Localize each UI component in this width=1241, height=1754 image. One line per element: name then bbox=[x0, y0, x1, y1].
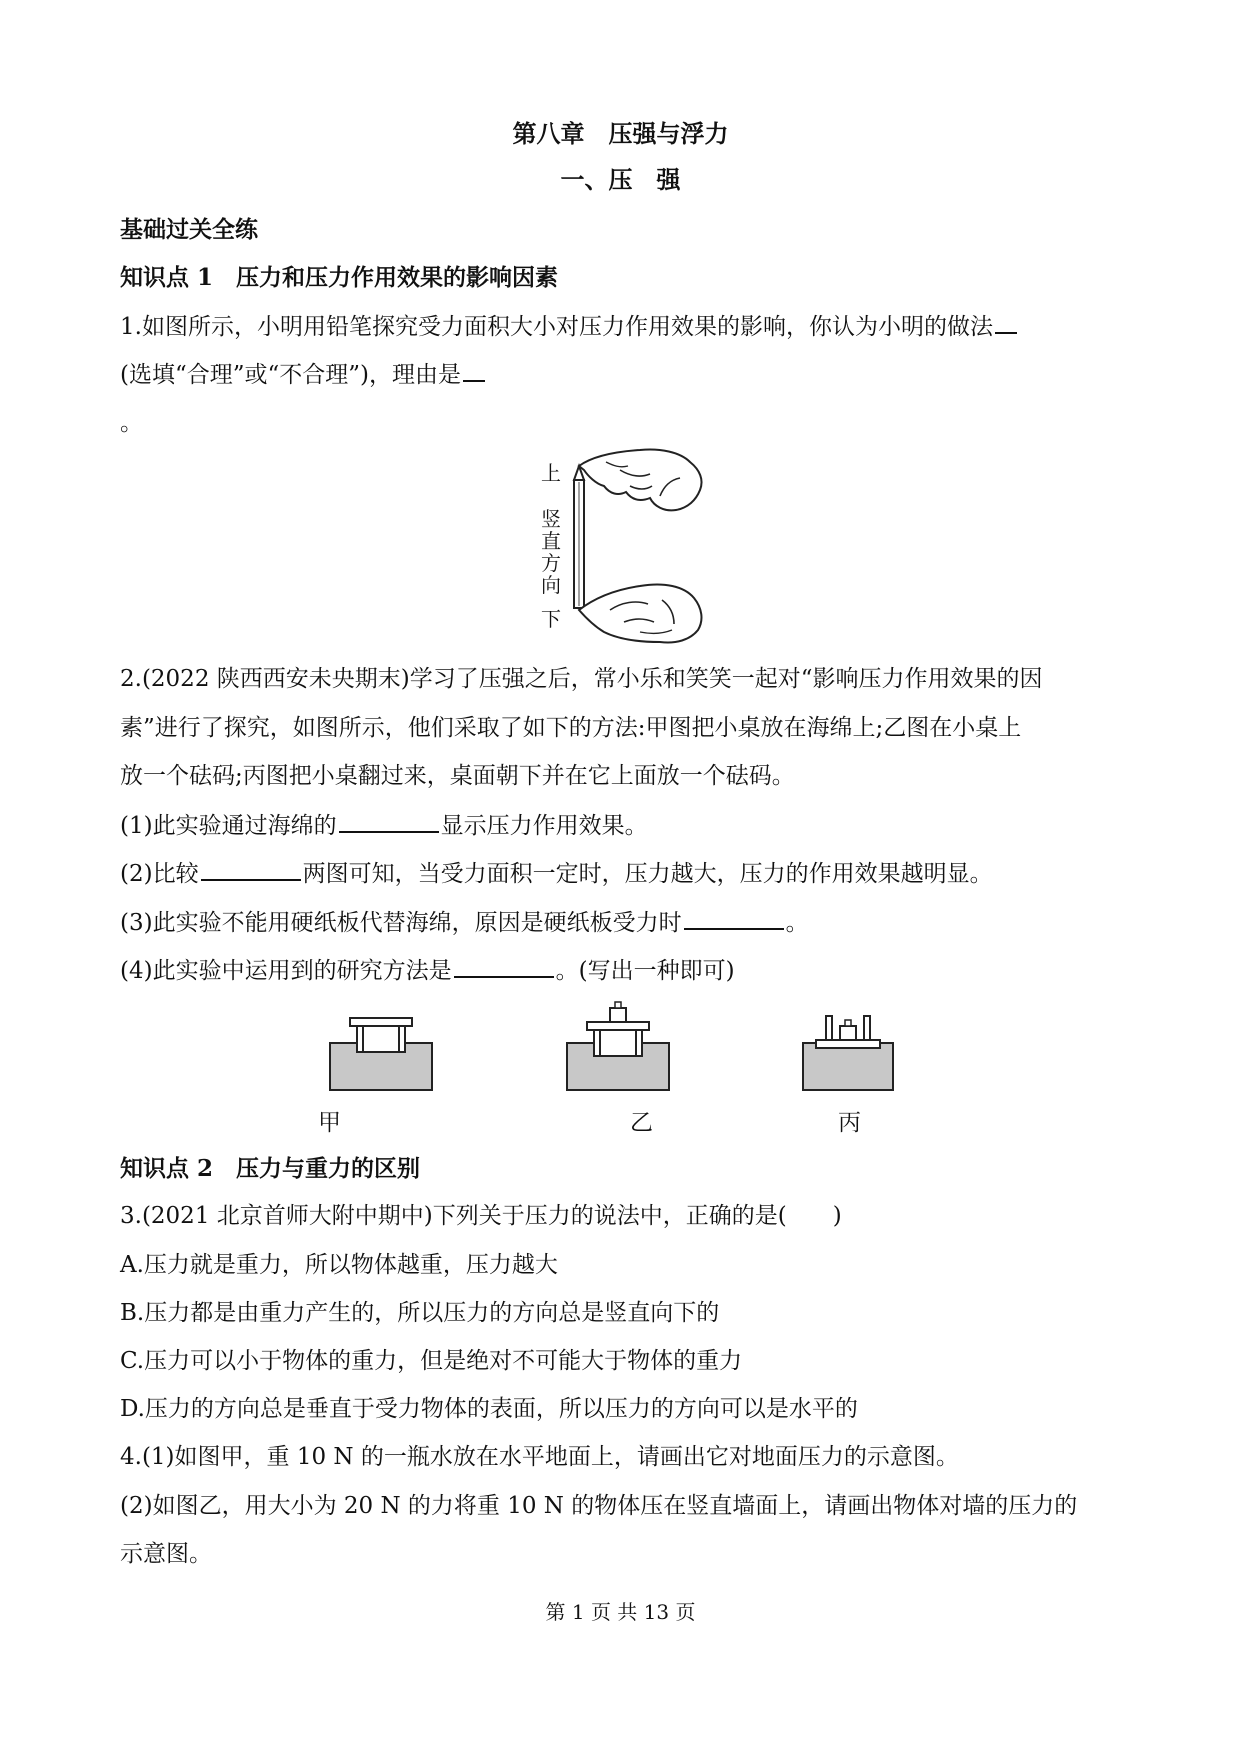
label-up: 上 bbox=[541, 461, 561, 485]
sub-1-text-b: 显示压力作用效果。 bbox=[440, 813, 648, 839]
option-a[interactable]: A.压力就是重力，所以物体越重，压力越大 bbox=[120, 1252, 558, 1278]
label-vertical-2: 直 bbox=[541, 529, 561, 553]
question-4-part-2-line-1: (2)如图乙，用大小为 20 N 的力将重 10 N 的物体压在竖直墙面上，请画出物体对墙的压力的 bbox=[120, 1493, 1078, 1519]
label-vertical-3: 方 bbox=[541, 551, 561, 575]
section-title: 一、压 强 bbox=[560, 165, 681, 194]
sub-3-text-b: 。 bbox=[785, 910, 809, 936]
option-d[interactable]: D.压力的方向总是垂直于受力物体的表面，所以压力的方向可以是水平的 bbox=[120, 1396, 858, 1422]
label-down: 下 bbox=[541, 607, 561, 631]
option-c[interactable]: C.压力可以小于物体的重力，但是绝对不可能大于物体的重力 bbox=[120, 1348, 743, 1374]
question-1-text-2: (选填“合理”或“不合理”)，理由是 bbox=[120, 362, 461, 388]
sub-2-text-a: (2)比较 bbox=[120, 861, 199, 887]
chapter-title: 第八章 压强与浮力 bbox=[512, 119, 729, 148]
page-footer: 第 1 页 共 13 页 bbox=[545, 1600, 696, 1624]
question-1-text-1: 1.如图所示，小明用铅笔探究受力面积大小对压力作用效果的影响，你认为小明的做法 bbox=[120, 314, 993, 340]
weight bbox=[840, 1026, 856, 1040]
knowledge-point-1-heading: 知识点 1 压力和压力作用效果的影响因素 bbox=[120, 264, 559, 291]
question-4-part-1: 4.(1)如图甲，重 10 N 的一瓶水放在水平地面上，请画出它对地面压力的示意图。 bbox=[120, 1444, 959, 1470]
question-1-line-3: 。 bbox=[120, 410, 143, 436]
figure-yi-table-with-weight bbox=[567, 1002, 669, 1090]
question-3-stem: 3.(2021 北京首师大附中期中)下列关于压力的说法中，正确的是( ) bbox=[120, 1203, 842, 1229]
figure-bing-inverted-table bbox=[803, 1016, 893, 1090]
sub-1-text-a: (1)此实验通过海绵的 bbox=[120, 813, 337, 839]
caption-yi: 乙 bbox=[630, 1110, 653, 1136]
label-vertical-1: 竖 bbox=[541, 507, 561, 531]
caption-bing: 丙 bbox=[838, 1110, 861, 1136]
section-label: 基础过关全练 bbox=[120, 216, 258, 243]
question-2-line-2: 素”进行了探究，如图所示，他们采取了如下的方法:甲图把小桌放在海绵上;乙图在小桌上 bbox=[120, 715, 1022, 741]
weight bbox=[610, 1008, 626, 1022]
knowledge-point-2-heading: 知识点 2 压力与重力的区别 bbox=[120, 1155, 421, 1182]
sub-2-text-b: 两图可知，当受力面积一定时，压力越大，压力的作用效果越明显。 bbox=[302, 861, 993, 887]
option-b[interactable]: B.压力都是由重力产生的，所以压力的方向总是竖直向下的 bbox=[120, 1300, 720, 1326]
sub-4-text-a: (4)此实验中运用到的研究方法是 bbox=[120, 958, 452, 984]
question-2-line-3: 放一个砝码;丙图把小桌翻过来，桌面朝下并在它上面放一个砝码。 bbox=[120, 763, 795, 789]
figure-jia-table-on-sponge bbox=[330, 1018, 432, 1090]
caption-jia: 甲 bbox=[318, 1110, 341, 1136]
sub-3-text-a: (3)此实验不能用硬纸板代替海绵，原因是硬纸板受力时 bbox=[120, 910, 682, 936]
sub-4-text-b: 。(写出一种即可) bbox=[555, 958, 735, 984]
label-vertical-4: 向 bbox=[541, 573, 561, 597]
question-2-line-1: 2.(2022 陕西西安未央期末)学习了压强之后，常小乐和笑笑一起对“影响压力作用效果的因 bbox=[120, 666, 1043, 692]
question-4-part-2-line-2: 示意图。 bbox=[120, 1541, 212, 1567]
